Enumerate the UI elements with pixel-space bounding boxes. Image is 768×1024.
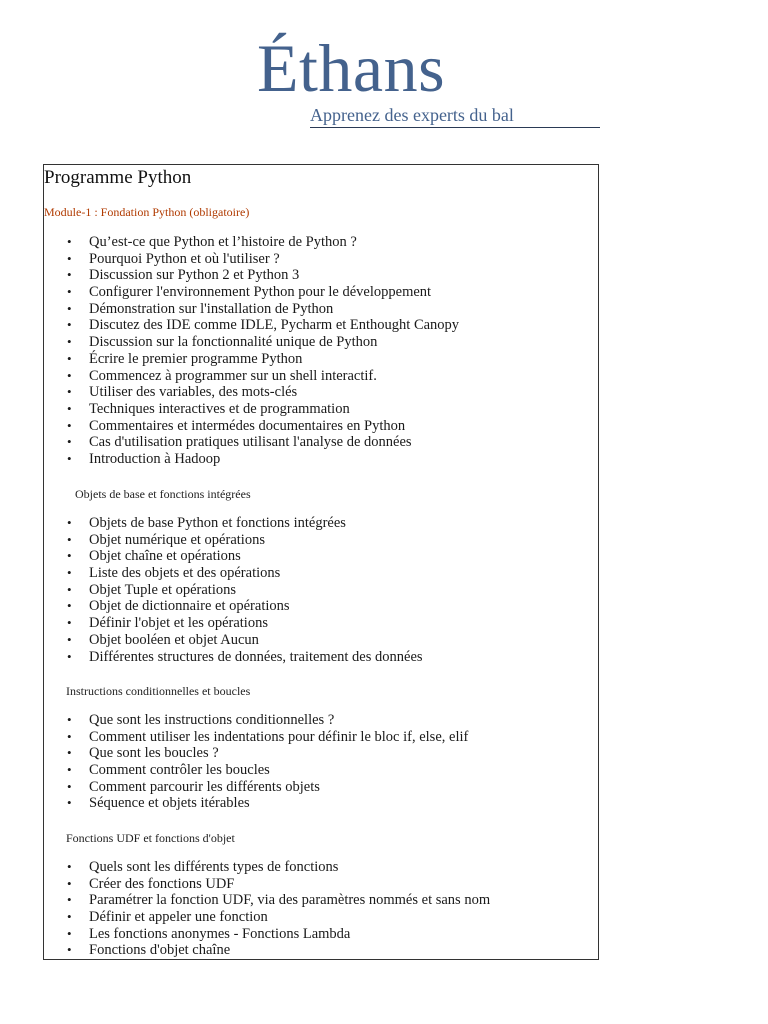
bullet-icon: • bbox=[67, 350, 72, 366]
list-item bbox=[44, 712, 594, 729]
bullet-icon: • bbox=[67, 615, 72, 631]
list-item bbox=[44, 384, 594, 401]
list-item bbox=[44, 434, 594, 451]
list-item-label: Discussion sur Python 2 et Python 3 bbox=[89, 267, 300, 284]
list-item-label: Techniques interactives et de programmation bbox=[89, 400, 350, 417]
bullet-icon: • bbox=[67, 417, 72, 433]
bullet-icon: • bbox=[67, 648, 72, 664]
bullet-icon: • bbox=[67, 317, 72, 333]
list-item-label: Que sont les instructions conditionnelles ? bbox=[89, 712, 335, 728]
list-item bbox=[44, 649, 594, 666]
bullet-icon: • bbox=[67, 367, 72, 383]
bullet-icon: • bbox=[67, 250, 72, 266]
list-item-label: Différentes structures de données, traitement des données bbox=[89, 648, 423, 665]
brand-title: Éthans bbox=[257, 30, 446, 106]
bullet-icon: • bbox=[67, 531, 72, 547]
bullet-icon: • bbox=[67, 515, 72, 530]
list-item-label: Discutez des IDE comme IDLE, Pycharm et Enthought Canopy bbox=[89, 317, 460, 334]
bullet-list-objets bbox=[44, 515, 594, 665]
list-item bbox=[44, 351, 594, 368]
bullet-list-fonctions bbox=[44, 859, 594, 959]
bullet-icon: • bbox=[67, 548, 72, 564]
list-item bbox=[44, 565, 594, 582]
list-item-label: Comment utiliser les indentations pour définir le bloc if, else, elif bbox=[89, 728, 469, 745]
list-item bbox=[44, 762, 594, 779]
bullet-icon: • bbox=[67, 728, 72, 744]
list-item-label: Séquence et objets itérables bbox=[89, 795, 250, 812]
bullet-icon: • bbox=[67, 925, 72, 941]
bullet-list-fondation bbox=[44, 234, 594, 468]
list-item-label: Que sont les boucles ? bbox=[89, 745, 219, 762]
list-item-label: Objets de base Python et fonctions intégrées bbox=[89, 515, 346, 531]
tagline: Apprenez des experts du bal bbox=[310, 105, 600, 128]
list-item bbox=[44, 334, 594, 351]
list-item bbox=[44, 745, 594, 762]
list-item-label: Objet chaîne et opérations bbox=[89, 548, 241, 565]
bullet-icon: • bbox=[67, 795, 72, 811]
list-item bbox=[44, 401, 594, 418]
bullet-icon: • bbox=[67, 631, 72, 647]
bullet-icon: • bbox=[67, 909, 72, 925]
list-item bbox=[44, 729, 594, 746]
list-item bbox=[44, 926, 594, 943]
section-heading-objets: Objets de base et fonctions intégrées bbox=[75, 487, 251, 501]
list-item bbox=[44, 859, 594, 876]
list-item bbox=[44, 532, 594, 549]
bullet-icon: • bbox=[67, 434, 72, 450]
section-heading-instructions: Instructions conditionnelles et boucles bbox=[66, 684, 251, 698]
bullet-icon: • bbox=[67, 581, 72, 597]
list-item-label: Liste des objets et des opérations bbox=[89, 565, 281, 582]
bullet-icon: • bbox=[67, 450, 72, 466]
bullet-icon: • bbox=[67, 778, 72, 794]
list-item-label: Paramétrer la fonction UDF, via des paramètres nommés et sans nom bbox=[89, 892, 491, 909]
list-item-label: Fonctions d'objet chaîne bbox=[89, 942, 231, 959]
list-item-label: Comment parcourir les différents objets bbox=[89, 778, 320, 795]
list-item-label: Discussion sur la fonctionnalité unique de Python bbox=[89, 334, 378, 351]
list-item bbox=[44, 892, 594, 909]
list-item-label: Commencez à programmer sur un shell interactif. bbox=[89, 367, 377, 384]
list-item-label: Définir l'objet et les opérations bbox=[89, 615, 268, 632]
list-item-label: Introduction à Hadoop bbox=[89, 450, 221, 467]
bullet-icon: • bbox=[67, 712, 72, 727]
program-title: Programme Python bbox=[44, 167, 192, 188]
list-item-label: Cas d'utilisation pratiques utilisant l'analyse de données bbox=[89, 434, 412, 451]
list-item-label: Utiliser des variables, des mots-clés bbox=[89, 384, 298, 401]
bullet-icon: • bbox=[67, 875, 72, 891]
list-item-label: Créer des fonctions UDF bbox=[89, 875, 235, 892]
list-item bbox=[44, 234, 594, 251]
list-item bbox=[44, 582, 594, 599]
list-item bbox=[44, 779, 594, 796]
list-item bbox=[44, 418, 594, 435]
list-item-label: Les fonctions anonymes - Fonctions Lambda bbox=[89, 925, 351, 942]
list-item bbox=[44, 548, 594, 565]
list-item bbox=[44, 317, 594, 334]
list-item-label: Qu’est-ce que Python et l’histoire de Python ? bbox=[89, 234, 357, 250]
list-item-label: Quels sont les différents types de fonctions bbox=[89, 859, 339, 875]
list-item bbox=[44, 876, 594, 893]
bullet-icon: • bbox=[67, 384, 72, 400]
list-item bbox=[44, 251, 594, 268]
bullet-icon: • bbox=[67, 598, 72, 614]
bullet-icon: • bbox=[67, 284, 72, 300]
list-item-label: Définir et appeler une fonction bbox=[89, 909, 268, 926]
section-heading-fonctions: Fonctions UDF et fonctions d'objet bbox=[66, 831, 235, 845]
list-item-label: Commentaires et intermédes documentaires en Python bbox=[89, 417, 406, 434]
list-item-label: Objet Tuple et opérations bbox=[89, 581, 237, 598]
list-item bbox=[44, 942, 594, 959]
list-item bbox=[44, 795, 594, 812]
list-item-label: Démonstration sur l'installation de Python bbox=[89, 300, 334, 317]
bullet-icon: • bbox=[67, 400, 72, 416]
list-item bbox=[44, 909, 594, 926]
list-item-label: Objet booléen et objet Aucun bbox=[89, 631, 259, 648]
bullet-icon: • bbox=[67, 334, 72, 350]
list-item-label: Objet de dictionnaire et opérations bbox=[89, 598, 290, 615]
list-item bbox=[44, 615, 594, 632]
list-item-label: Écrire le premier programme Python bbox=[89, 350, 303, 367]
bullet-icon: • bbox=[67, 267, 72, 283]
list-item bbox=[44, 515, 594, 532]
list-item bbox=[44, 284, 594, 301]
program-box bbox=[43, 164, 599, 960]
bullet-icon: • bbox=[67, 762, 72, 778]
bullet-list-instructions bbox=[44, 712, 594, 812]
bullet-icon: • bbox=[67, 565, 72, 581]
list-item-label: Pourquoi Python et où l'utiliser ? bbox=[89, 250, 280, 267]
bullet-icon: • bbox=[67, 859, 72, 874]
bullet-icon: • bbox=[67, 234, 72, 249]
module-heading: Module-1 : Fondation Python (obligatoire) bbox=[44, 205, 250, 219]
list-item bbox=[44, 368, 594, 385]
bullet-icon: • bbox=[67, 745, 72, 761]
list-item bbox=[44, 451, 594, 468]
list-item-label: Objet numérique et opérations bbox=[89, 531, 265, 548]
list-item bbox=[44, 301, 594, 318]
list-item bbox=[44, 598, 594, 615]
bullet-icon: • bbox=[67, 300, 72, 316]
list-item bbox=[44, 632, 594, 649]
list-item-label: Configurer l'environnement Python pour le développement bbox=[89, 284, 432, 301]
list-item-label: Comment contrôler les boucles bbox=[89, 762, 270, 779]
list-item bbox=[44, 267, 594, 284]
bullet-icon: • bbox=[67, 942, 72, 958]
bullet-icon: • bbox=[67, 892, 72, 908]
